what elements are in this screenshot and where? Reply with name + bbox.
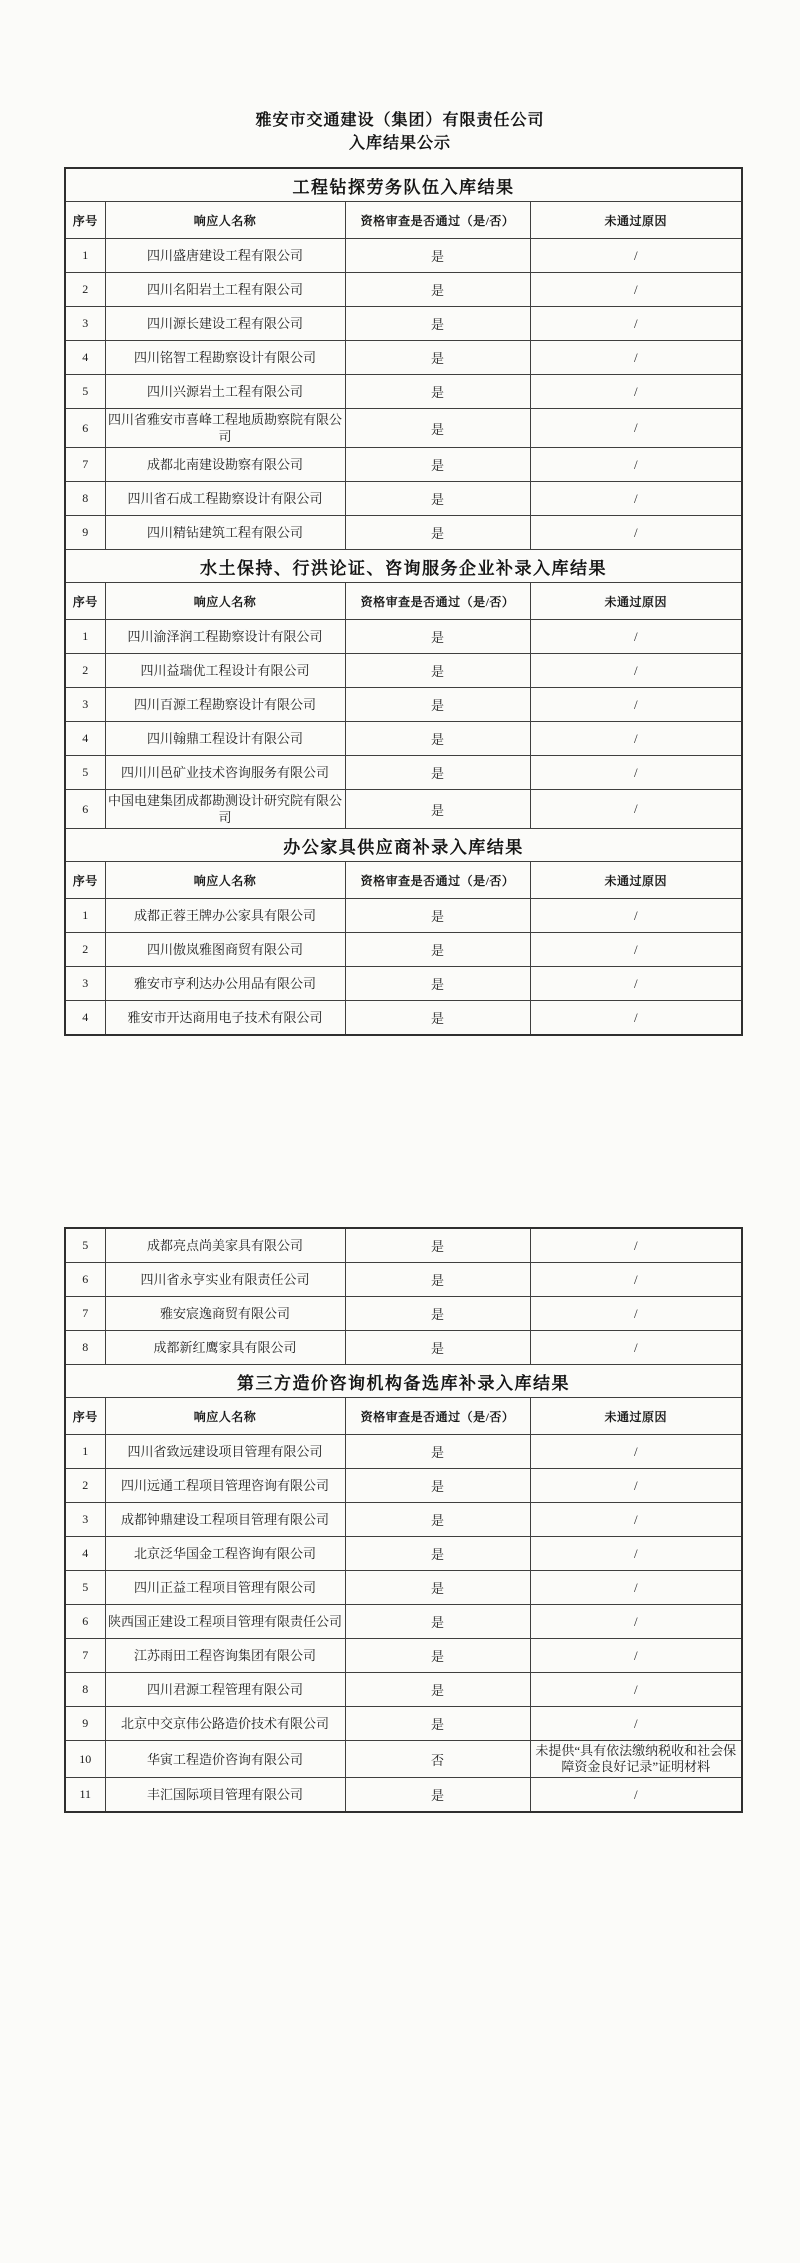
- page-2-table: [64, 1227, 743, 1813]
- table-row: [65, 1297, 742, 1331]
- row-fail-reason: /: [530, 1673, 742, 1707]
- column-header-3: 未通过原因: [530, 583, 742, 620]
- table-row: [65, 307, 742, 341]
- row-fail-reason: /: [530, 1707, 742, 1741]
- column-header-2: 资格审查是否通过（是/否）: [345, 862, 530, 899]
- table-row: [65, 1605, 742, 1639]
- section-title: 办公家具供应商补录入库结果: [65, 829, 742, 862]
- row-company-name: 雅安宸逸商贸有限公司: [105, 1297, 345, 1331]
- column-header-row: [65, 1398, 742, 1435]
- row-company-name: 北京泛华国金工程咨询有限公司: [105, 1537, 345, 1571]
- row-company-name: 成都北南建设勘察有限公司: [105, 448, 345, 482]
- column-header-row: [65, 583, 742, 620]
- row-pass-flag: 是: [345, 1469, 530, 1503]
- row-fail-reason: /: [530, 1435, 742, 1469]
- document-title-line1: 雅安市交通建设（集团）有限责任公司: [255, 112, 545, 129]
- table-row: [65, 1707, 742, 1741]
- row-company-name: 四川省雅安市喜峰工程地质勘察院有限公司: [105, 409, 345, 448]
- table-row: [65, 1571, 742, 1605]
- section-title-row: [65, 1365, 742, 1398]
- row-pass-flag: 是: [345, 1503, 530, 1537]
- row-fail-reason: /: [530, 1778, 742, 1813]
- column-header-row: [65, 862, 742, 899]
- row-fail-reason: /: [530, 790, 742, 829]
- row-fail-reason: /: [530, 1537, 742, 1571]
- row-pass-flag: 是: [345, 341, 530, 375]
- table-row: [65, 1263, 742, 1297]
- row-pass-flag: 是: [345, 239, 530, 273]
- row-pass-flag: 是: [345, 448, 530, 482]
- row-company-name: 四川川邑矿业技术咨询服务有限公司: [105, 756, 345, 790]
- table-row: [65, 1001, 742, 1036]
- row-seq: 3: [65, 688, 105, 722]
- column-header-1: 响应人名称: [105, 1398, 345, 1435]
- row-company-name: 四川百源工程勘察设计有限公司: [105, 688, 345, 722]
- row-seq: 10: [65, 1741, 105, 1778]
- column-header-0: 序号: [65, 862, 105, 899]
- row-company-name: 成都正蓉王牌办公家具有限公司: [105, 899, 345, 933]
- row-fail-reason: /: [530, 1228, 742, 1263]
- column-header-2: 资格审查是否通过（是/否）: [345, 202, 530, 239]
- row-pass-flag: 是: [345, 409, 530, 448]
- row-company-name: 四川益瑞优工程设计有限公司: [105, 654, 345, 688]
- row-fail-reason: /: [530, 1503, 742, 1537]
- row-seq: 1: [65, 239, 105, 273]
- row-company-name: 四川省永亨实业有限责任公司: [105, 1263, 345, 1297]
- row-pass-flag: 是: [345, 307, 530, 341]
- row-seq: 6: [65, 409, 105, 448]
- table-row: [65, 620, 742, 654]
- row-pass-flag: 是: [345, 1673, 530, 1707]
- row-pass-flag: 是: [345, 790, 530, 829]
- row-company-name: 陕西国正建设工程项目管理有限责任公司: [105, 1605, 345, 1639]
- row-fail-reason: /: [530, 273, 742, 307]
- row-pass-flag: 是: [345, 1297, 530, 1331]
- row-company-name: 四川盛唐建设工程有限公司: [105, 239, 345, 273]
- table-row: [65, 688, 742, 722]
- column-header-1: 响应人名称: [105, 202, 345, 239]
- row-fail-reason: /: [530, 620, 742, 654]
- table-row: [65, 1331, 742, 1365]
- row-pass-flag: 是: [345, 273, 530, 307]
- row-fail-reason: /: [530, 341, 742, 375]
- section-title-row: [65, 550, 742, 583]
- column-header-1: 响应人名称: [105, 583, 345, 620]
- row-fail-reason: /: [530, 1571, 742, 1605]
- row-fail-reason: /: [530, 1297, 742, 1331]
- row-fail-reason: /: [530, 516, 742, 550]
- row-fail-reason: /: [530, 722, 742, 756]
- column-header-1: 响应人名称: [105, 862, 345, 899]
- row-pass-flag: 是: [345, 1001, 530, 1036]
- row-fail-reason: /: [530, 899, 742, 933]
- row-seq: 5: [65, 1228, 105, 1263]
- table-row: [65, 448, 742, 482]
- section-title-row: [65, 829, 742, 862]
- row-company-name: 四川远通工程项目管理咨询有限公司: [105, 1469, 345, 1503]
- column-header-0: 序号: [65, 1398, 105, 1435]
- row-seq: 2: [65, 1469, 105, 1503]
- row-company-name: 四川名阳岩土工程有限公司: [105, 273, 345, 307]
- row-seq: 8: [65, 482, 105, 516]
- section-title: 水土保持、行洪论证、咨询服务企业补录入库结果: [65, 550, 742, 583]
- column-header-0: 序号: [65, 583, 105, 620]
- row-seq: 1: [65, 620, 105, 654]
- row-pass-flag: 是: [345, 722, 530, 756]
- row-fail-reason: /: [530, 482, 742, 516]
- table-row: [65, 654, 742, 688]
- row-seq: 3: [65, 1503, 105, 1537]
- row-fail-reason: /: [530, 1639, 742, 1673]
- row-seq: 2: [65, 933, 105, 967]
- column-header-2: 资格审查是否通过（是/否）: [345, 1398, 530, 1435]
- table-row: [65, 933, 742, 967]
- row-pass-flag: 是: [345, 375, 530, 409]
- row-seq: 4: [65, 341, 105, 375]
- row-company-name: 四川铭智工程勘察设计有限公司: [105, 341, 345, 375]
- row-pass-flag: 是: [345, 1435, 530, 1469]
- row-fail-reason: /: [530, 1331, 742, 1365]
- row-fail-reason: 未提供“具有依法缴纳税收和社会保障资金良好记录”证明材料: [530, 1741, 742, 1778]
- column-header-row: [65, 202, 742, 239]
- row-seq: 5: [65, 1571, 105, 1605]
- row-pass-flag: 是: [345, 967, 530, 1001]
- row-fail-reason: /: [530, 307, 742, 341]
- row-company-name: 四川兴源岩土工程有限公司: [105, 375, 345, 409]
- row-seq: 5: [65, 756, 105, 790]
- row-seq: 6: [65, 790, 105, 829]
- row-pass-flag: 否: [345, 1741, 530, 1778]
- row-fail-reason: /: [530, 1469, 742, 1503]
- row-seq: 8: [65, 1331, 105, 1365]
- section-title-row: [65, 168, 742, 202]
- row-seq: 1: [65, 1435, 105, 1469]
- row-pass-flag: 是: [345, 688, 530, 722]
- table-row: [65, 516, 742, 550]
- row-company-name: 华寅工程造价咨询有限公司: [105, 1741, 345, 1778]
- row-fail-reason: /: [530, 375, 742, 409]
- row-pass-flag: 是: [345, 899, 530, 933]
- row-fail-reason: /: [530, 1263, 742, 1297]
- row-seq: 5: [65, 375, 105, 409]
- row-pass-flag: 是: [345, 933, 530, 967]
- column-header-3: 未通过原因: [530, 202, 742, 239]
- row-pass-flag: 是: [345, 1639, 530, 1673]
- row-seq: 4: [65, 1537, 105, 1571]
- column-header-3: 未通过原因: [530, 862, 742, 899]
- row-company-name: 丰汇国际项目管理有限公司: [105, 1778, 345, 1813]
- row-pass-flag: 是: [345, 1228, 530, 1263]
- row-company-name: 中国电建集团成都勘测设计研究院有限公司: [105, 790, 345, 829]
- row-company-name: 成都新红鹰家具有限公司: [105, 1331, 345, 1365]
- table-row: [65, 1778, 742, 1813]
- results-table-page-1: [64, 167, 743, 1036]
- table-row: [65, 967, 742, 1001]
- row-pass-flag: 是: [345, 620, 530, 654]
- row-pass-flag: 是: [345, 1707, 530, 1741]
- table-row: [65, 899, 742, 933]
- row-pass-flag: 是: [345, 654, 530, 688]
- row-fail-reason: /: [530, 1001, 742, 1036]
- row-company-name: 四川精钻建筑工程有限公司: [105, 516, 345, 550]
- table-row: [65, 341, 742, 375]
- row-seq: 11: [65, 1778, 105, 1813]
- row-fail-reason: /: [530, 654, 742, 688]
- row-company-name: 四川省石成工程勘察设计有限公司: [105, 482, 345, 516]
- row-pass-flag: 是: [345, 756, 530, 790]
- row-seq: 8: [65, 1673, 105, 1707]
- row-fail-reason: /: [530, 448, 742, 482]
- table-row: [65, 722, 742, 756]
- table-row: [65, 1503, 742, 1537]
- section-title: 工程钻探劳务队伍入库结果: [65, 168, 742, 202]
- row-pass-flag: 是: [345, 1331, 530, 1365]
- row-fail-reason: /: [530, 933, 742, 967]
- row-company-name: 成都钟鼎建设工程项目管理有限公司: [105, 1503, 345, 1537]
- row-company-name: 四川君源工程管理有限公司: [105, 1673, 345, 1707]
- row-seq: 6: [65, 1605, 105, 1639]
- table-row: [65, 239, 742, 273]
- row-seq: 3: [65, 967, 105, 1001]
- row-company-name: 四川翰鼎工程设计有限公司: [105, 722, 345, 756]
- column-header-2: 资格审查是否通过（是/否）: [345, 583, 530, 620]
- row-seq: 1: [65, 899, 105, 933]
- table-row: [65, 790, 742, 829]
- table-row: [65, 409, 742, 448]
- row-company-name: 四川傲岚雅图商贸有限公司: [105, 933, 345, 967]
- results-table-page-2: [64, 1227, 743, 1813]
- table-row: [65, 1741, 742, 1778]
- table-row: [65, 756, 742, 790]
- row-seq: 2: [65, 273, 105, 307]
- document-title: [0, 109, 800, 155]
- row-company-name: 雅安市开达商用电子技术有限公司: [105, 1001, 345, 1036]
- document-title-line2: 入库结果公示: [348, 135, 451, 152]
- row-fail-reason: /: [530, 688, 742, 722]
- row-seq: 7: [65, 1639, 105, 1673]
- row-company-name: 四川渝泽润工程勘察设计有限公司: [105, 620, 345, 654]
- row-fail-reason: /: [530, 756, 742, 790]
- column-header-0: 序号: [65, 202, 105, 239]
- row-pass-flag: 是: [345, 516, 530, 550]
- row-company-name: 四川源长建设工程有限公司: [105, 307, 345, 341]
- row-seq: 7: [65, 1297, 105, 1331]
- row-company-name: 四川省致远建设项目管理有限公司: [105, 1435, 345, 1469]
- row-seq: 4: [65, 722, 105, 756]
- row-seq: 7: [65, 448, 105, 482]
- table-row: [65, 273, 742, 307]
- row-seq: 6: [65, 1263, 105, 1297]
- column-header-3: 未通过原因: [530, 1398, 742, 1435]
- row-fail-reason: /: [530, 239, 742, 273]
- row-seq: 2: [65, 654, 105, 688]
- row-fail-reason: /: [530, 409, 742, 448]
- row-company-name: 四川正益工程项目管理有限公司: [105, 1571, 345, 1605]
- section-title: 第三方造价咨询机构备选库补录入库结果: [65, 1365, 742, 1398]
- row-seq: 4: [65, 1001, 105, 1036]
- table-row: [65, 1673, 742, 1707]
- table-row: [65, 482, 742, 516]
- page-1-table: [64, 167, 743, 1036]
- row-pass-flag: 是: [345, 1778, 530, 1813]
- table-row: [65, 1537, 742, 1571]
- table-row: [65, 1228, 742, 1263]
- row-pass-flag: 是: [345, 1263, 530, 1297]
- row-seq: 9: [65, 1707, 105, 1741]
- row-company-name: 雅安市亨利达办公用品有限公司: [105, 967, 345, 1001]
- row-pass-flag: 是: [345, 1605, 530, 1639]
- table-row: [65, 1435, 742, 1469]
- row-fail-reason: /: [530, 967, 742, 1001]
- row-company-name: 成都亮点尚美家具有限公司: [105, 1228, 345, 1263]
- row-seq: 9: [65, 516, 105, 550]
- table-row: [65, 1469, 742, 1503]
- row-company-name: 江苏雨田工程咨询集团有限公司: [105, 1639, 345, 1673]
- row-seq: 3: [65, 307, 105, 341]
- table-row: [65, 375, 742, 409]
- row-pass-flag: 是: [345, 482, 530, 516]
- row-company-name: 北京中交京伟公路造价技术有限公司: [105, 1707, 345, 1741]
- row-pass-flag: 是: [345, 1537, 530, 1571]
- table-row: [65, 1639, 742, 1673]
- row-pass-flag: 是: [345, 1571, 530, 1605]
- row-fail-reason: /: [530, 1605, 742, 1639]
